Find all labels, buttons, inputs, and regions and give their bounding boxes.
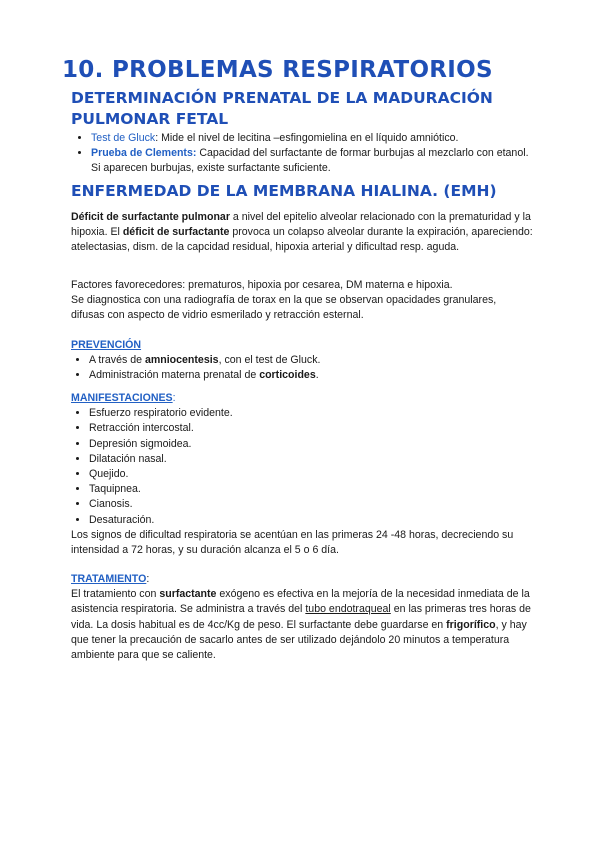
list-item: [89, 353, 546, 368]
maduracion-list: [73, 131, 533, 177]
manifestaciones-note: Los signos de dificultad respiratoria se acentúan en las primeras 24 -48 horas, decreciendo su intensidad a 72 horas, y su duración alcanza el 5 o 6 día.: [71, 528, 514, 557]
list-item: • Dilatación nasal.: [89, 452, 546, 467]
list-item: [91, 131, 533, 146]
list-item: [89, 368, 546, 383]
list-item: • Cianosis.: [89, 497, 546, 512]
list-item: [91, 146, 533, 176]
emh-paragraph: [71, 210, 546, 256]
manifestaciones-heading: MANIFESTACIONES: [71, 392, 173, 404]
prevencion-section: [71, 338, 546, 384]
diagnostico-line: Se diagnostica con una radiografía de torax en la que se observan opacidades granulares,: [71, 294, 497, 307]
list-item: • Depresión sigmoidea.: [89, 437, 546, 452]
underlined-term: tubo endotraqueal: [305, 603, 391, 616]
tratamiento-heading: TRATAMIENTO: [71, 573, 147, 585]
paragraph-text: provoca un colapso alveolar durante la expiración, apareciendo: atelectasias, dism. de la capcidad residual, hipoxia arterial y dificultad resp. aguda.: [71, 226, 533, 254]
item-label: Test de Gluck: [91, 132, 156, 144]
bold-term: surfactante: [159, 588, 217, 601]
heading-colon: :: [172, 392, 176, 404]
bold-term: amniocentesis: [144, 354, 219, 367]
list-item: • Esfuerzo respiratorio evidente.: [89, 406, 546, 421]
heading-colon: :: [146, 573, 150, 585]
bold-term: déficit de surfactante: [122, 226, 230, 239]
page-title: 10. PROBLEMAS RESPIRATORIOS: [62, 57, 493, 83]
manifestaciones-section: [71, 391, 546, 558]
paragraph-text: en las primeras tres horas de vida. La dosis habitual es de 4cc/Kg de peso. El surfactante debe guardarse en: [71, 603, 531, 631]
bold-term: Déficit de surfactante pulmonar: [71, 211, 230, 223]
item-label: Prueba de Clements:: [91, 147, 197, 160]
item-text: .: [315, 369, 319, 382]
factores-line: Factores favorecedores: prematuros, hipoxia por cesarea, DM materna e hipoxia.: [71, 279, 453, 291]
item-text: Capacidad del surfactante de formar burbujas al mezclarlo con etanol. Si aparecen burbujas, existe surfactante suficiente.: [91, 147, 529, 175]
item-text: : Mide el nivel de lecitina –esfingomielina en el líquido amniótico.: [155, 132, 459, 144]
list-item: • Quejido.: [89, 467, 546, 482]
paragraph-text: El tratamiento con: [71, 588, 160, 601]
section-heading-maduracion: DETERMINACIÓN PRENATAL DE LA MADURACIÓN PULMONAR FETAL: [71, 89, 493, 128]
item-text: Administración materna prenatal de: [89, 369, 260, 382]
item-text: A través de: [89, 354, 145, 367]
list-item: • Desaturación.: [89, 513, 546, 528]
item-text: , con el test de Gluck.: [218, 354, 321, 367]
list-item: • Retracción intercostal.: [89, 421, 546, 436]
factores-paragraph: [71, 278, 546, 324]
list-item: • Taquipnea.: [89, 482, 546, 497]
paragraph-text: exógeno es efectiva en la mejoría de la necesidad inmediata de la asistencia respiratoria. Se administra a través del: [71, 588, 530, 616]
diagnostico-line-2: difusas con aspecto de vidrio esmerilado y retracción esternal.: [71, 309, 364, 322]
tratamiento-section: [71, 572, 546, 663]
bold-term: frigorífico: [446, 618, 496, 631]
bold-term: corticoides: [259, 369, 316, 382]
prevencion-heading: PREVENCIÓN: [71, 339, 142, 351]
section-heading-emh: ENFERMEDAD DE LA MEMBRANA HIALINA. (EMH): [71, 182, 497, 200]
paragraph-text: , y hay que tener la precaución de sacarlo antes de ser utilizado dejándolo 20 minutos a temperatura ambiente para que se caliente.: [71, 618, 527, 662]
paragraph-text: a nivel del epitelio alveolar relacionado con la prematuridad y la hipoxia. El: [71, 211, 531, 239]
